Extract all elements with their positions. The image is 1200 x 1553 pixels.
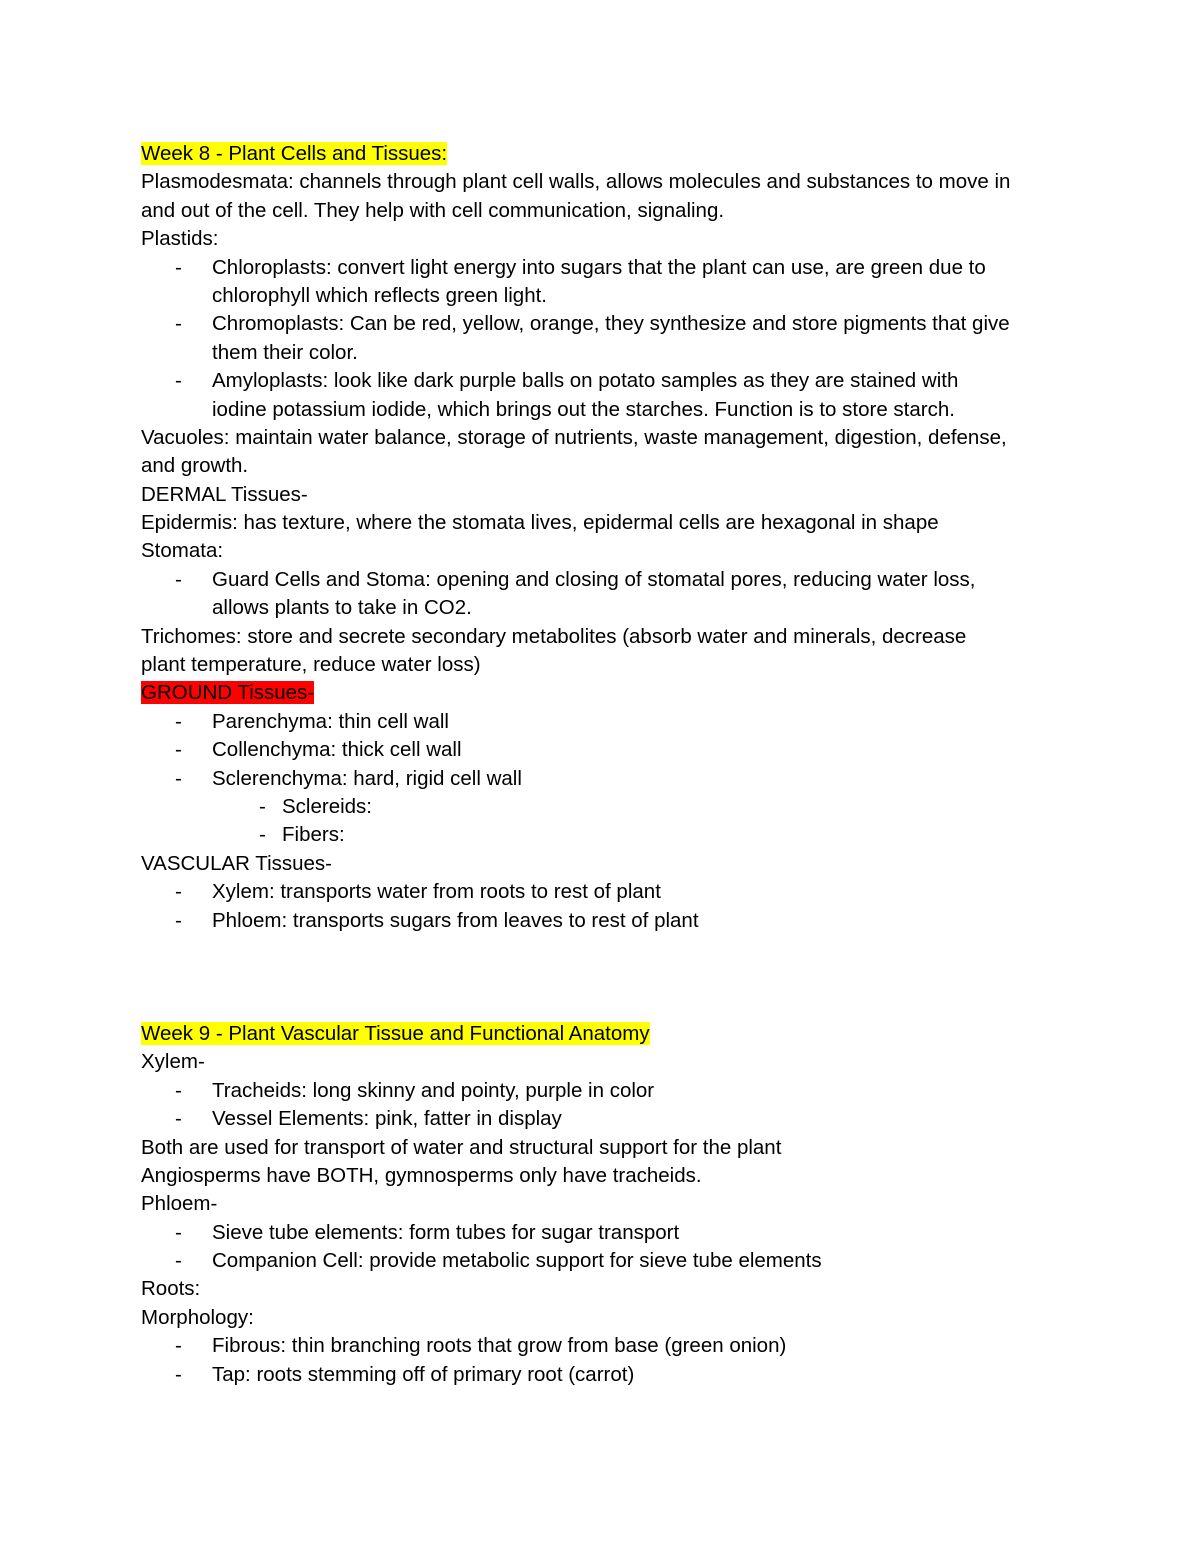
amyloplasts-continuation: iodine potassium iodide, which brings out the starches. Function is to store starch. xyxy=(212,397,955,421)
epidermis-line: Epidermis: has texture, where the stomata lives, epidermal cells are hexagonal in shape xyxy=(141,511,939,535)
both-line: Both are used for transport of water and structural support for the plant xyxy=(141,1135,782,1159)
guard-cells-continuation: allows plants to take in CO2. xyxy=(212,596,472,620)
plastids-label: Plastids: xyxy=(141,227,219,251)
week9-xylem-label: Xylem- xyxy=(141,1050,205,1074)
chloroplasts-continuation: chlorophyll which reflects green light. xyxy=(212,283,547,307)
week9-heading: Week 9 - Plant Vascular Tissue and Functional Anatomy xyxy=(141,1021,650,1045)
collenchyma-bullet: - Collenchyma: thick cell wall xyxy=(141,736,1071,764)
chromoplasts-bullet: - Chromoplasts: Can be red, yellow, orange, they synthesize and store pigments that give xyxy=(141,310,1071,338)
parenchyma-bullet: - Parenchyma: thin cell wall xyxy=(141,708,1071,736)
guard-cells-bullet: - Guard Cells and Stoma: opening and closing of stomatal pores, reducing water loss, xyxy=(141,566,1071,594)
week9-phloem-label: Phloem- xyxy=(141,1192,218,1216)
xylem-bullet: - Xylem: transports water from roots to rest of plant xyxy=(141,878,1071,906)
plasmodesmata-line-2: and out of the cell. They help with cell communication, signaling. xyxy=(141,198,725,222)
angiosperms-line: Angiosperms have BOTH, gymnosperms only have tracheids. xyxy=(141,1163,702,1187)
sieve-tube-bullet: - Sieve tube elements: form tubes for sugar transport xyxy=(141,1219,1071,1247)
companion-cell-bullet: - Companion Cell: provide metabolic support for sieve tube elements xyxy=(141,1247,1071,1275)
ground-heading: GROUND Tissues- xyxy=(141,681,315,705)
section-spacer xyxy=(141,935,1071,1020)
sclerenchyma-bullet: - Sclerenchyma: hard, rigid cell wall xyxy=(141,765,1071,793)
week9-heading-line xyxy=(141,1020,1071,1048)
fibrous-bullet: - Fibrous: thin branching roots that grow from base (green onion) xyxy=(141,1332,1071,1360)
vascular-heading: VASCULAR Tissues- xyxy=(141,851,333,875)
vessel-elements-bullet: - Vessel Elements: pink, fatter in display xyxy=(141,1105,1071,1133)
chromoplasts-continuation: them their color. xyxy=(212,340,358,364)
morphology-label: Morphology: xyxy=(141,1305,254,1329)
phloem-bullet: - Phloem: transports sugars from leaves to rest of plant xyxy=(141,907,1071,935)
plasmodesmata-line-1: Plasmodesmata: channels through plant cell walls, allows molecules and substances to move in xyxy=(141,170,1011,194)
dermal-heading: DERMAL Tissues- xyxy=(141,482,308,506)
week8-heading: Week 8 - Plant Cells and Tissues: xyxy=(141,142,448,165)
roots-label: Roots: xyxy=(141,1277,201,1301)
chloroplasts-bullet: - Chloroplasts: convert light energy into sugars that the plant can use, are green due to xyxy=(141,254,1071,282)
fibers-subbullet: - Fibers: xyxy=(141,821,1071,849)
vacuoles-line-2: and growth. xyxy=(141,454,249,478)
sclereids-subbullet: - Sclereids: xyxy=(141,793,1071,821)
trichomes-line-1: Trichomes: store and secrete secondary metabolites (absorb water and minerals, decrease xyxy=(141,624,967,648)
tracheids-bullet: - Tracheids: long skinny and pointy, purple in color xyxy=(141,1077,1071,1105)
vacuoles-line-1: Vacuoles: maintain water balance, storage of nutrients, waste management, digestion, defense, xyxy=(141,425,1007,449)
document-page xyxy=(141,140,1071,1389)
amyloplasts-bullet: - Amyloplasts: look like dark purple balls on potato samples as they are stained with xyxy=(141,367,1071,395)
ground-heading-line xyxy=(141,679,1071,707)
trichomes-line-2: plant temperature, reduce water loss) xyxy=(141,653,481,677)
week8-heading-line xyxy=(141,140,1071,168)
tap-bullet: - Tap: roots stemming off of primary root (carrot) xyxy=(141,1361,1071,1389)
stomata-label: Stomata: xyxy=(141,539,224,563)
